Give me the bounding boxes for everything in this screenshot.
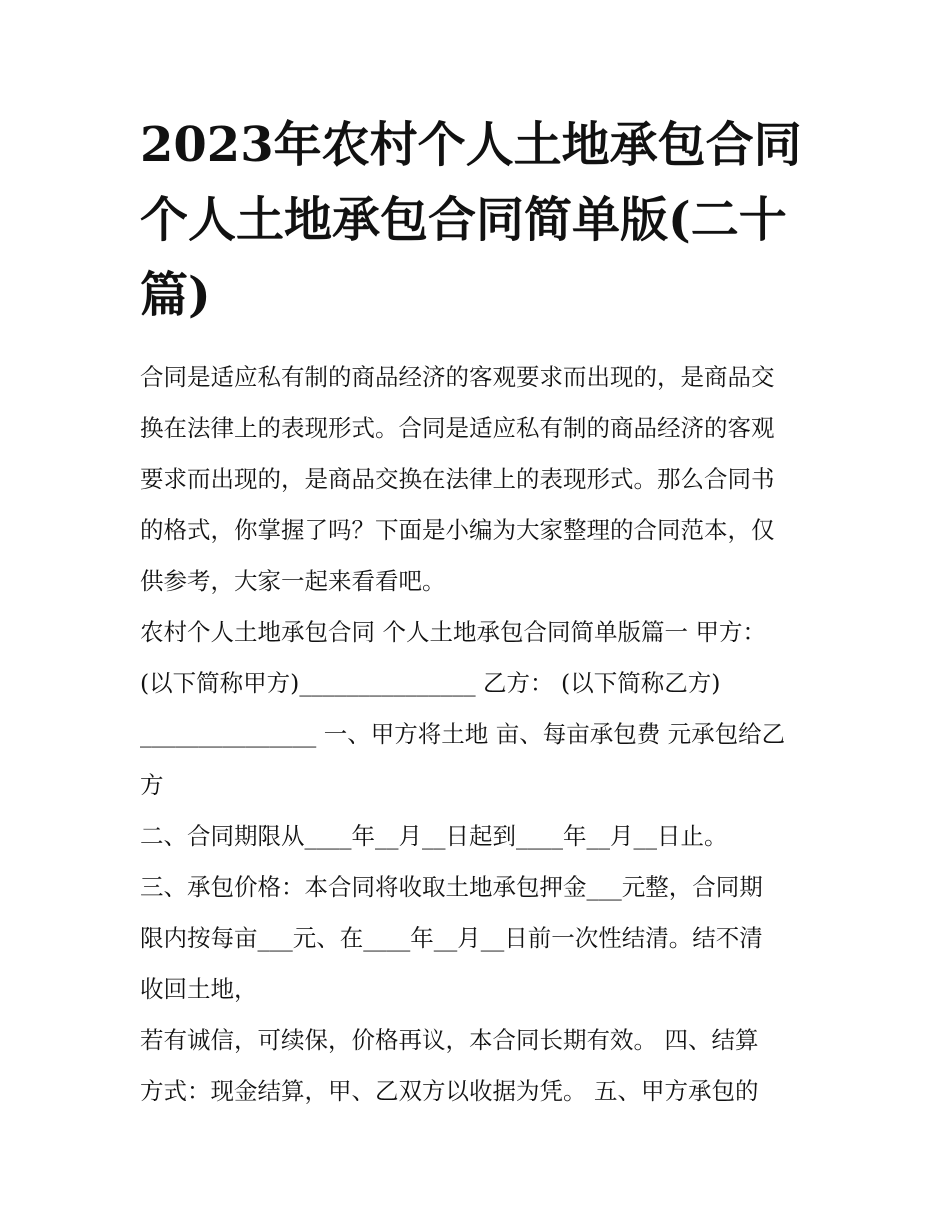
- body-line: 换在法律上的表现形式。合同是适应私有制的商品经济的客观: [140, 414, 775, 442]
- body-line: 供参考，大家一起来看看吧。: [140, 567, 446, 595]
- body-line: 二、合同期限从____年__月__日起到____年__月__日止。: [140, 822, 728, 850]
- body-line: 方: [140, 771, 164, 799]
- document-body: [140, 352, 820, 1117]
- body-line: 合同是适应私有制的商品经济的客观要求而出现的，是商品交: [140, 363, 775, 391]
- body-line: 收回土地，: [140, 975, 258, 1003]
- body-line: (以下简称甲方)_______________ 乙方： (以下简称乙方): [140, 669, 721, 697]
- body-line: 若有诚信，可续保，价格再议，本合同长期有效。 四、结算: [140, 1026, 759, 1054]
- body-line: 限内按每亩___元、在____年__月__日前一次性结清。结不清: [140, 924, 763, 952]
- body-line: 三、承包价格：本合同将收取土地承包押金___元整，合同期: [140, 873, 763, 901]
- title-line: 个人土地承包合同简单版(二十: [140, 192, 787, 248]
- body-line: 方式：现金结算，甲、乙双方以收据为凭。 五、甲方承包的: [140, 1077, 759, 1105]
- title-line: 2023年农村个人土地承包合同: [140, 117, 802, 173]
- body-line: _______________ 一、甲方将土地 亩、每亩承包费 元承包给乙: [140, 720, 786, 748]
- document-title: [140, 108, 820, 333]
- body-line: 农村个人土地承包合同 个人土地承包合同简单版篇一 甲方：: [140, 618, 766, 646]
- body-line: 要求而出现的，是商品交换在法律上的表现形式。那么合同书: [140, 465, 775, 493]
- body-line: 的格式，你掌握了吗？下面是小编为大家整理的合同范本，仅: [140, 516, 775, 544]
- title-line: 篇): [140, 267, 211, 323]
